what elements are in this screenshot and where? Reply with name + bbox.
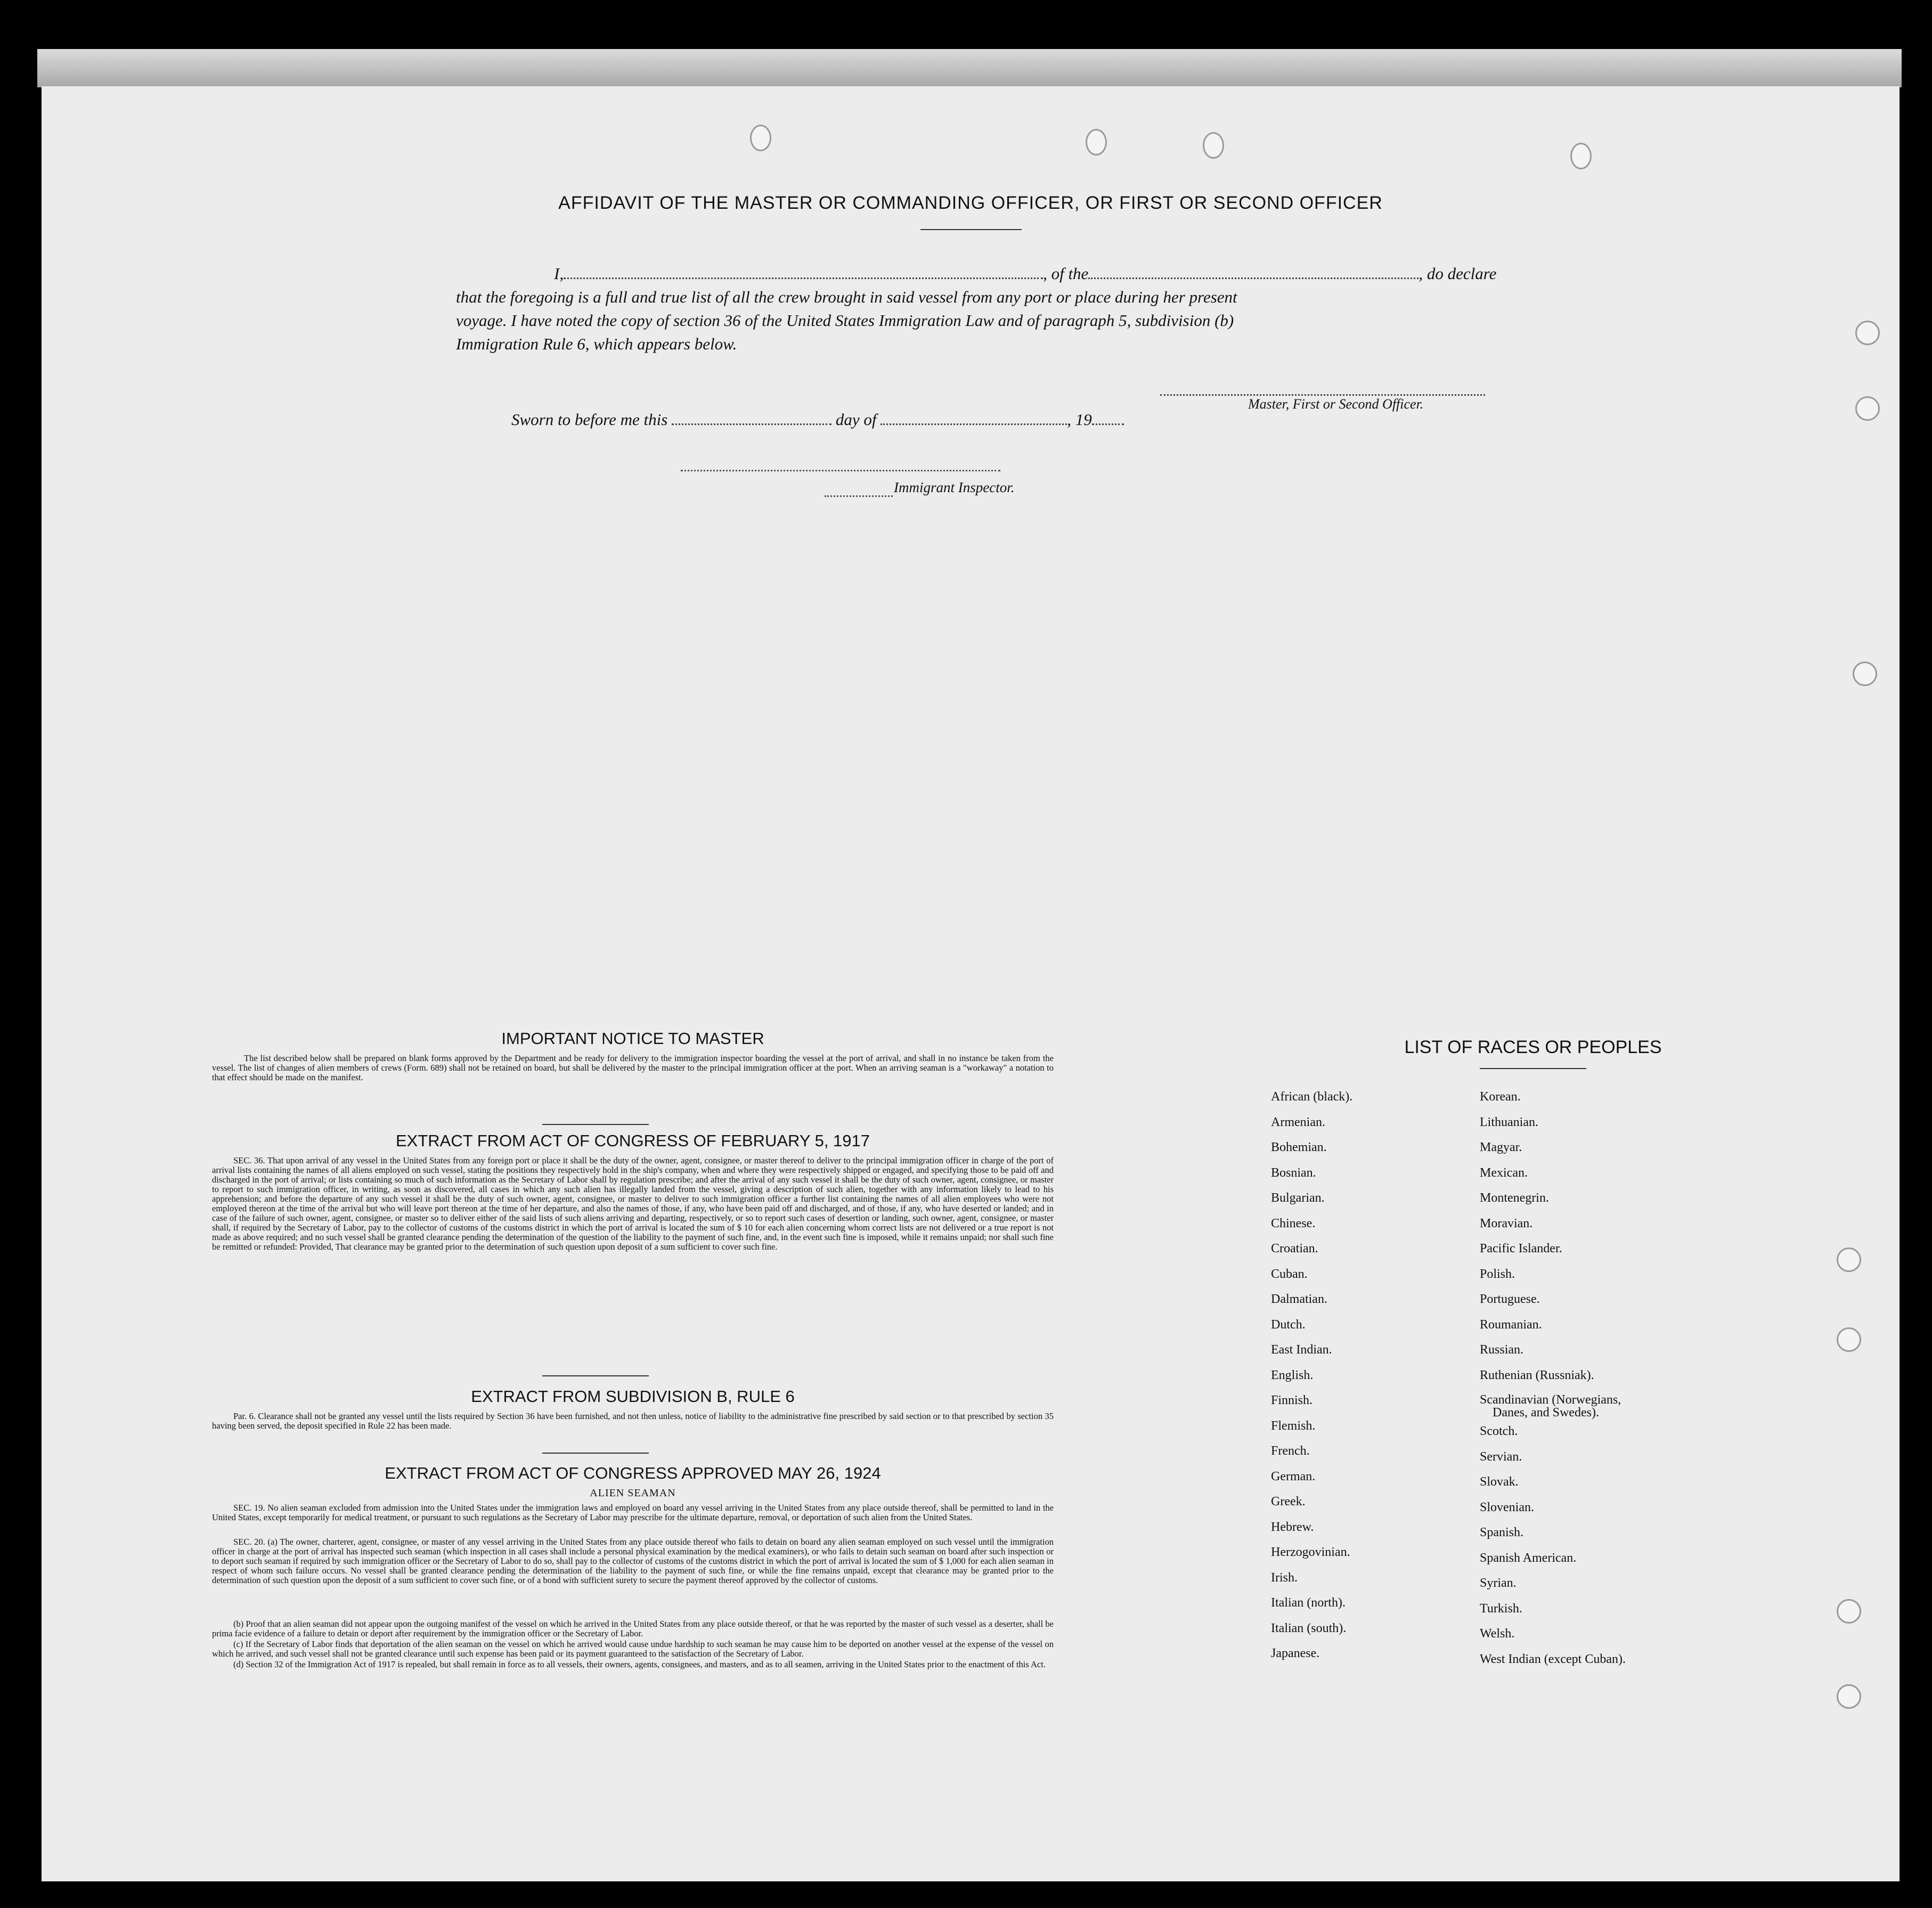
race-item: Flemish. — [1271, 1418, 1316, 1433]
race-item: Ruthenian (Russniak). — [1480, 1368, 1594, 1382]
punch-hole — [750, 125, 771, 151]
punch-hole — [1837, 1327, 1861, 1352]
race-item: Moravian. — [1480, 1216, 1533, 1230]
race-item: Italian (north). — [1271, 1596, 1346, 1610]
sec-20-body: SEC. 20. (a) The owner, charterer, agent, consignee, or master of any vessel arriving in the United States from any place outside thereof who fails to detain on board any alien seaman employed on such vessel until the immigration officer in charge at the port of arrival has inspected such seaman (which inspection in all cases shall include a personal physical examination by the medical examiners), or who fails to detain such seaman on board after such inspection or to deport such seaman if required by such immigration officer or the Secretary of Labor to do so, shall pay to the collector of customs of the customs district in which the port of arrival is located the sum of $ 1,000 for each alien seaman in respect of whom such failure occurs. No vessel shall be granted clearance pending the determination of the liability to the payment of such fine, or while the fine remains unpaid, except that clearance may be granted prior to the determination of such question upon the deposit of a sum sufficient to cover such fine, or of a bond with sufficient surety to secure the payment thereof approved by the collector of customs. — [212, 1537, 1054, 1585]
race-item: Dalmatian. — [1271, 1292, 1327, 1306]
sworn-day-of: day of — [835, 410, 877, 429]
affidavit-i: I, — [554, 264, 564, 283]
sec-20-c: (c) If the Secretary of Labor finds that deportation of the alien seaman on the vessel on which he arrived would cause undue hardship to such seaman he may cause him to be deported on another vessel at the expense of the vessel on which he arrived, and such vessel shall not be granted clearance until such expense has been paid or its payment guaranteed to the satisfaction of the Secretary of Labor. — [212, 1639, 1054, 1659]
race-item-line: Scandinavian (Norwegians, — [1480, 1393, 1621, 1407]
document-page — [42, 86, 1900, 1881]
master-signature-label: Master, First or Second Officer. — [1248, 396, 1424, 412]
race-item: Turkish. — [1480, 1601, 1522, 1616]
race-item: Welsh. — [1480, 1627, 1515, 1641]
race-item: German. — [1271, 1469, 1316, 1483]
race-item: Irish. — [1271, 1570, 1298, 1585]
affidavit-do-declare: , do declare — [1419, 264, 1497, 283]
punch-hole — [1837, 1599, 1861, 1624]
races-column-1 — [1271, 1090, 1352, 1672]
punch-hole — [1203, 132, 1224, 159]
races-column-2 — [1480, 1090, 1626, 1677]
race-item — [1480, 1393, 1626, 1424]
inspector-label: Immigrant Inspector. — [894, 479, 1015, 495]
affidavit-line-2: that the foregoing is a full and true list of all the crew brought in said vessel from any port or place during her present — [456, 288, 1237, 306]
alien-seaman-subtitle: ALIEN SEAMAN — [590, 1487, 676, 1499]
divider — [542, 1453, 649, 1454]
race-item: Syrian. — [1480, 1576, 1517, 1590]
master-signature-line — [1160, 394, 1485, 396]
sworn-year-blank — [1092, 423, 1124, 425]
punch-hole — [1837, 1247, 1861, 1272]
race-item: Spanish. — [1480, 1526, 1524, 1539]
races-title: LIST OF RACES OR PEOPLES — [1404, 1037, 1662, 1057]
vessel-blank — [1088, 278, 1419, 279]
sec-20-d: (d) Section 32 of the Immigration Act of 1917 is repealed, but shall remain in force as to all vessels, their owners, agents, consignees, and masters, and as to all seamen, arriving in the United States prior to the enactment of this Act. — [233, 1659, 1046, 1669]
punch-hole — [1570, 143, 1592, 169]
race-item: Mexican. — [1480, 1165, 1528, 1180]
race-item: Russian. — [1480, 1343, 1524, 1357]
sworn-line — [511, 410, 1124, 429]
race-item: Hebrew. — [1271, 1520, 1314, 1534]
race-item: Dutch. — [1271, 1317, 1306, 1332]
punch-hole — [1853, 662, 1877, 686]
inspector-signature-line — [681, 470, 1000, 471]
race-item: Polish. — [1480, 1267, 1515, 1281]
race-item: Finnish. — [1271, 1393, 1313, 1407]
punch-hole — [1855, 396, 1880, 421]
race-item: Spanish American. — [1480, 1551, 1577, 1565]
divider — [920, 229, 1022, 230]
race-item: Slovak. — [1480, 1475, 1519, 1489]
sworn-month-blank — [881, 423, 1067, 425]
punch-hole — [1837, 1684, 1861, 1709]
divider — [542, 1124, 649, 1125]
race-item: African (black). — [1271, 1090, 1353, 1104]
sworn-text: Sworn to before me this — [511, 410, 668, 429]
extract-1917-title: EXTRACT FROM ACT OF CONGRESS OF FEBRUARY 5, 1917 — [395, 1131, 870, 1150]
affidavit-body — [456, 262, 1527, 356]
divider — [542, 1375, 649, 1376]
race-item: Japanese. — [1271, 1646, 1320, 1660]
race-item: Slovenian. — [1480, 1500, 1534, 1514]
race-item: Magyar. — [1480, 1140, 1522, 1154]
race-item: Croatian. — [1271, 1242, 1318, 1255]
inspector-dots — [825, 495, 893, 497]
race-item-line: Danes, and Swedes). — [1493, 1406, 1599, 1420]
race-item: Montenegrin. — [1480, 1191, 1549, 1205]
punch-hole — [1855, 321, 1880, 345]
race-item: Herzogovinian. — [1271, 1545, 1350, 1559]
race-item: East Indian. — [1271, 1343, 1332, 1357]
race-item: Bulgarian. — [1271, 1191, 1325, 1205]
race-item: French. — [1271, 1444, 1310, 1458]
race-item: Lithuanian. — [1480, 1115, 1538, 1129]
notice-title: IMPORTANT NOTICE TO MASTER — [501, 1029, 764, 1048]
extract-1924-title: EXTRACT FROM ACT OF CONGRESS APPROVED MAY 26, 1924 — [385, 1464, 881, 1482]
race-item: Cuban. — [1271, 1267, 1308, 1281]
race-item: Armenian. — [1271, 1115, 1325, 1129]
sec-20-b: (b) Proof that an alien seaman did not appear upon the outgoing manifest of the vessel on which he arrived in the United States from any place outside thereof, or that he was reported by the master of such vessel as a deserter, shall be prima facie evidence of a failure to detain or deport after requirement by the immigration officer or the Secretary of Labor. — [212, 1619, 1054, 1638]
extract-1917-body: SEC. 36. That upon arrival of any vessel in the United States from any foreign port or place it shall be the duty of the owner, agent, consignee, or master thereof to deliver to the principal immigration officer in charge of the port of arrival lists containing the names of all aliens employed on such vessel, stating the positions they respectively hold in the ship's company, when and where they were respectively shipped or engaged, and specifying those to be paid off and discharged in the port of arrival; or lists containing so much of such information as the Secretary of Labor shall by regulation prescribe; and after the arrival of any such vessel it shall be the duty of such owner, agent, consignee, or master to report to such immigration officer, in writing, as soon as discovered, all cases in which any such alien has illegally landed from the vessel, giving a description of such alien, together with any information likely to lead to his apprehension; and before the departure of any such vessel it shall be the duty of such owner, agent, consignee, or master to deliver to such immigration officer a further list containing the names of all alien employees who were not employed thereon at the time of the arrival but who will leave port thereon at the time of her departure, and also the names of those, if any, who have been paid off and discharged, and of those, if any, who have deserted or landed; and in case of the failure of such owner, agent, consignee, or master so to deliver either of the said lists of such aliens arriving and departing, respectively, or so to report such cases of desertion or landing, such owner, agent, consignee, or master shall, if required by the Secretary of Labor, pay to the collector of customs of the customs district in which the port of arrival is located the sum of $ 10 for each alien concerning whom correct lists are not delivered or a true report is not made as above required; and no such vessel shall be granted clearance pending the determination of the question of the liability to the payment of such fine, and, in the event such fine is imposed, while it remains unpaid; nor shall such fine be remitted or refunded: Provided, That clearance may be granted prior to the determination of such question upon deposit of a sum sufficient to cover such fine. — [212, 1155, 1054, 1252]
affidavit-line-4: Immigration Rule 6, which appears below. — [456, 335, 737, 353]
race-item: Pacific Islander. — [1480, 1242, 1562, 1255]
page-top-edge — [37, 49, 1902, 87]
name-blank — [564, 278, 1043, 279]
extract-rule6-title: EXTRACT FROM SUBDIVISION B, RULE 6 — [471, 1387, 795, 1406]
sec-19-body: SEC. 19. No alien seaman excluded from admission into the United States under the immigration laws and employed on board any vessel arriving in the United States from any place outside thereof, shall be permitted to land in the United States, except temporarily for medical treatment, or pursuant to such regulations as the Secretary of Labor may prescribe for the ultimate departure, removal, or deportation of such alien from the United States. — [212, 1503, 1054, 1522]
sworn-day-blank — [672, 423, 832, 425]
notice-body: The list described below shall be prepared on blank forms approved by the Department and be ready for delivery to the immigration inspector boarding the vessel at the port of arrival, and shall in no instance be taken from the vessel. The list of changes of alien members of crews (Form. 689) shall not be retained on board, but shall be delivered by the master to the principal immigration officer at the port. When an arriving seaman is a "workaway" a notation to that effect should be made on the manifest. — [212, 1053, 1054, 1082]
race-item: Chinese. — [1271, 1216, 1316, 1230]
race-item: Bohemian. — [1271, 1140, 1327, 1154]
affidavit-of-the: , of the — [1043, 264, 1089, 283]
race-item: Scotch. — [1480, 1424, 1518, 1438]
race-item: Italian (south). — [1271, 1621, 1347, 1635]
affidavit-line-1 — [456, 262, 1527, 286]
race-item: Servian. — [1480, 1449, 1522, 1464]
race-item: Greek. — [1271, 1495, 1306, 1509]
affidavit-title: AFFIDAVIT OF THE MASTER OR COMMANDING OFFICER, OR FIRST OR SECOND OFFICER — [558, 193, 1383, 213]
race-item: Bosnian. — [1271, 1165, 1316, 1180]
extract-rule6-body: Par. 6. Clearance shall not be granted any vessel until the lists required by Section 36 have been furnished, and not then unless, notice of liability to the administrative fine prescribed by said section or to that prescribed by section 35 having been served, the deposit specified in Rule 22 has been made. — [212, 1411, 1054, 1431]
race-item: Roumanian. — [1480, 1317, 1542, 1332]
race-item: Korean. — [1480, 1090, 1521, 1104]
race-item: West Indian (except Cuban). — [1480, 1652, 1626, 1666]
race-item: English. — [1271, 1368, 1314, 1382]
race-item: Portuguese. — [1480, 1292, 1540, 1306]
sworn-year: , 19 — [1067, 410, 1092, 429]
divider — [1480, 1068, 1586, 1069]
affidavit-line-3: voyage. I have noted the copy of section 36 of the United States Immigration Law and of paragraph 5, subdivision (b) — [456, 311, 1234, 330]
punch-hole — [1086, 129, 1107, 156]
